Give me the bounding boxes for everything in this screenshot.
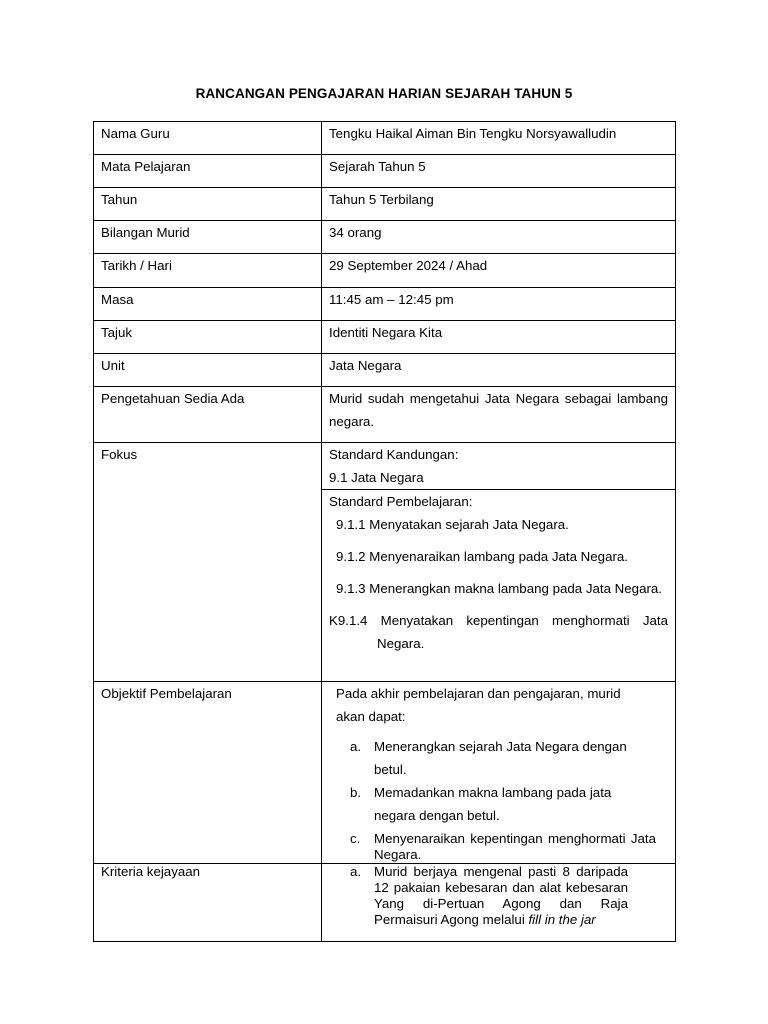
list-text: Memadankan makna lambang pada jata negara dengan betul. — [374, 785, 612, 823]
table-row — [94, 864, 676, 942]
list-item — [328, 781, 656, 827]
row-label: Kriteria kejayaan — [94, 864, 322, 942]
row-label: Unit — [94, 354, 322, 387]
row-value: Murid sudah mengetahui Jata Negara sebagai lambang negara. — [322, 387, 676, 443]
kriteria-list — [328, 864, 668, 928]
objektif-content — [322, 682, 676, 864]
row-label: Masa — [94, 288, 322, 321]
row-value: Tahun 5 Terbilang — [322, 188, 676, 221]
sp-item: K9.1.4 Menyatakan kepentingan menghormati Jata Negara. — [329, 613, 668, 651]
list-text — [374, 864, 628, 928]
objektif-intro: Pada akhir pembelajaran dan pengajaran, murid akan dapat: — [336, 686, 621, 724]
row-label: Fokus — [94, 443, 322, 682]
row-label: Bilangan Murid — [94, 221, 322, 254]
row-value: Jata Negara — [322, 354, 676, 387]
list-text: Menyenaraikan kepentingan menghormati Jata Negara. — [374, 831, 656, 862]
table-row — [94, 443, 676, 490]
row-label: Pengetahuan Sedia Ada — [94, 387, 322, 443]
objektif-list — [328, 735, 668, 863]
table-row — [94, 188, 676, 221]
table-row — [94, 387, 676, 443]
list-marker: c. — [350, 831, 361, 846]
list-item — [328, 831, 656, 863]
sp-item: 9.1.2 Menyenaraikan lambang pada Jata Negara. — [336, 549, 628, 564]
table-row — [94, 155, 676, 188]
sp-heading: Standard Pembelajaran: — [329, 494, 473, 509]
lesson-plan-table — [93, 121, 676, 942]
table-row — [94, 122, 676, 155]
list-item — [328, 735, 656, 781]
row-label: Tahun — [94, 188, 322, 221]
list-text: Menerangkan sejarah Jata Negara dengan betul. — [374, 739, 627, 777]
sp-item: 9.1.1 Menyatakan sejarah Jata Negara. — [336, 517, 569, 532]
standard-pembelajaran — [322, 490, 676, 682]
table-row — [94, 221, 676, 254]
row-label: Objektif Pembelajaran — [94, 682, 322, 864]
row-label: Nama Guru — [94, 122, 322, 155]
list-marker: a. — [350, 864, 362, 879]
sk-heading: Standard Kandungan: — [329, 447, 459, 462]
row-value: 34 orang — [322, 221, 676, 254]
row-value: Tengku Haikal Aiman Bin Tengku Norsyawalludin — [322, 122, 676, 155]
row-label: Tajuk — [94, 321, 322, 354]
sp-item: 9.1.3 Menerangkan makna lambang pada Jata Negara. — [336, 581, 662, 596]
row-label: Mata Pelajaran — [94, 155, 322, 188]
kriteria-text: Murid berjaya mengenal pasti 8 daripada 12 pakaian kebesaran dan alat kebesaran Yang di-Pertuan Agong dan Raja Permaisuri Agong melalui — [374, 864, 628, 927]
table-row — [94, 354, 676, 387]
kriteria-italic: fill in the jar — [528, 912, 596, 927]
table-row — [94, 288, 676, 321]
document-title: RANCANGAN PENGAJARAN HARIAN SEJARAH TAHUN 5 — [195, 86, 573, 101]
row-value: 11:45 am – 12:45 pm — [322, 288, 676, 321]
list-marker: a. — [350, 739, 362, 754]
row-value: 29 September 2024 / Ahad — [322, 254, 676, 288]
row-label: Tarikh / Hari — [94, 254, 322, 288]
table-row — [94, 321, 676, 354]
row-value: Identiti Negara Kita — [322, 321, 676, 354]
list-marker: b. — [350, 785, 362, 800]
sk-item: 9.1 Jata Negara — [329, 470, 424, 485]
table-row — [94, 254, 676, 288]
table-row — [94, 682, 676, 864]
row-value: Sejarah Tahun 5 — [322, 155, 676, 188]
kriteria-content — [322, 864, 676, 942]
list-item — [328, 864, 628, 928]
standard-kandungan — [322, 443, 676, 490]
